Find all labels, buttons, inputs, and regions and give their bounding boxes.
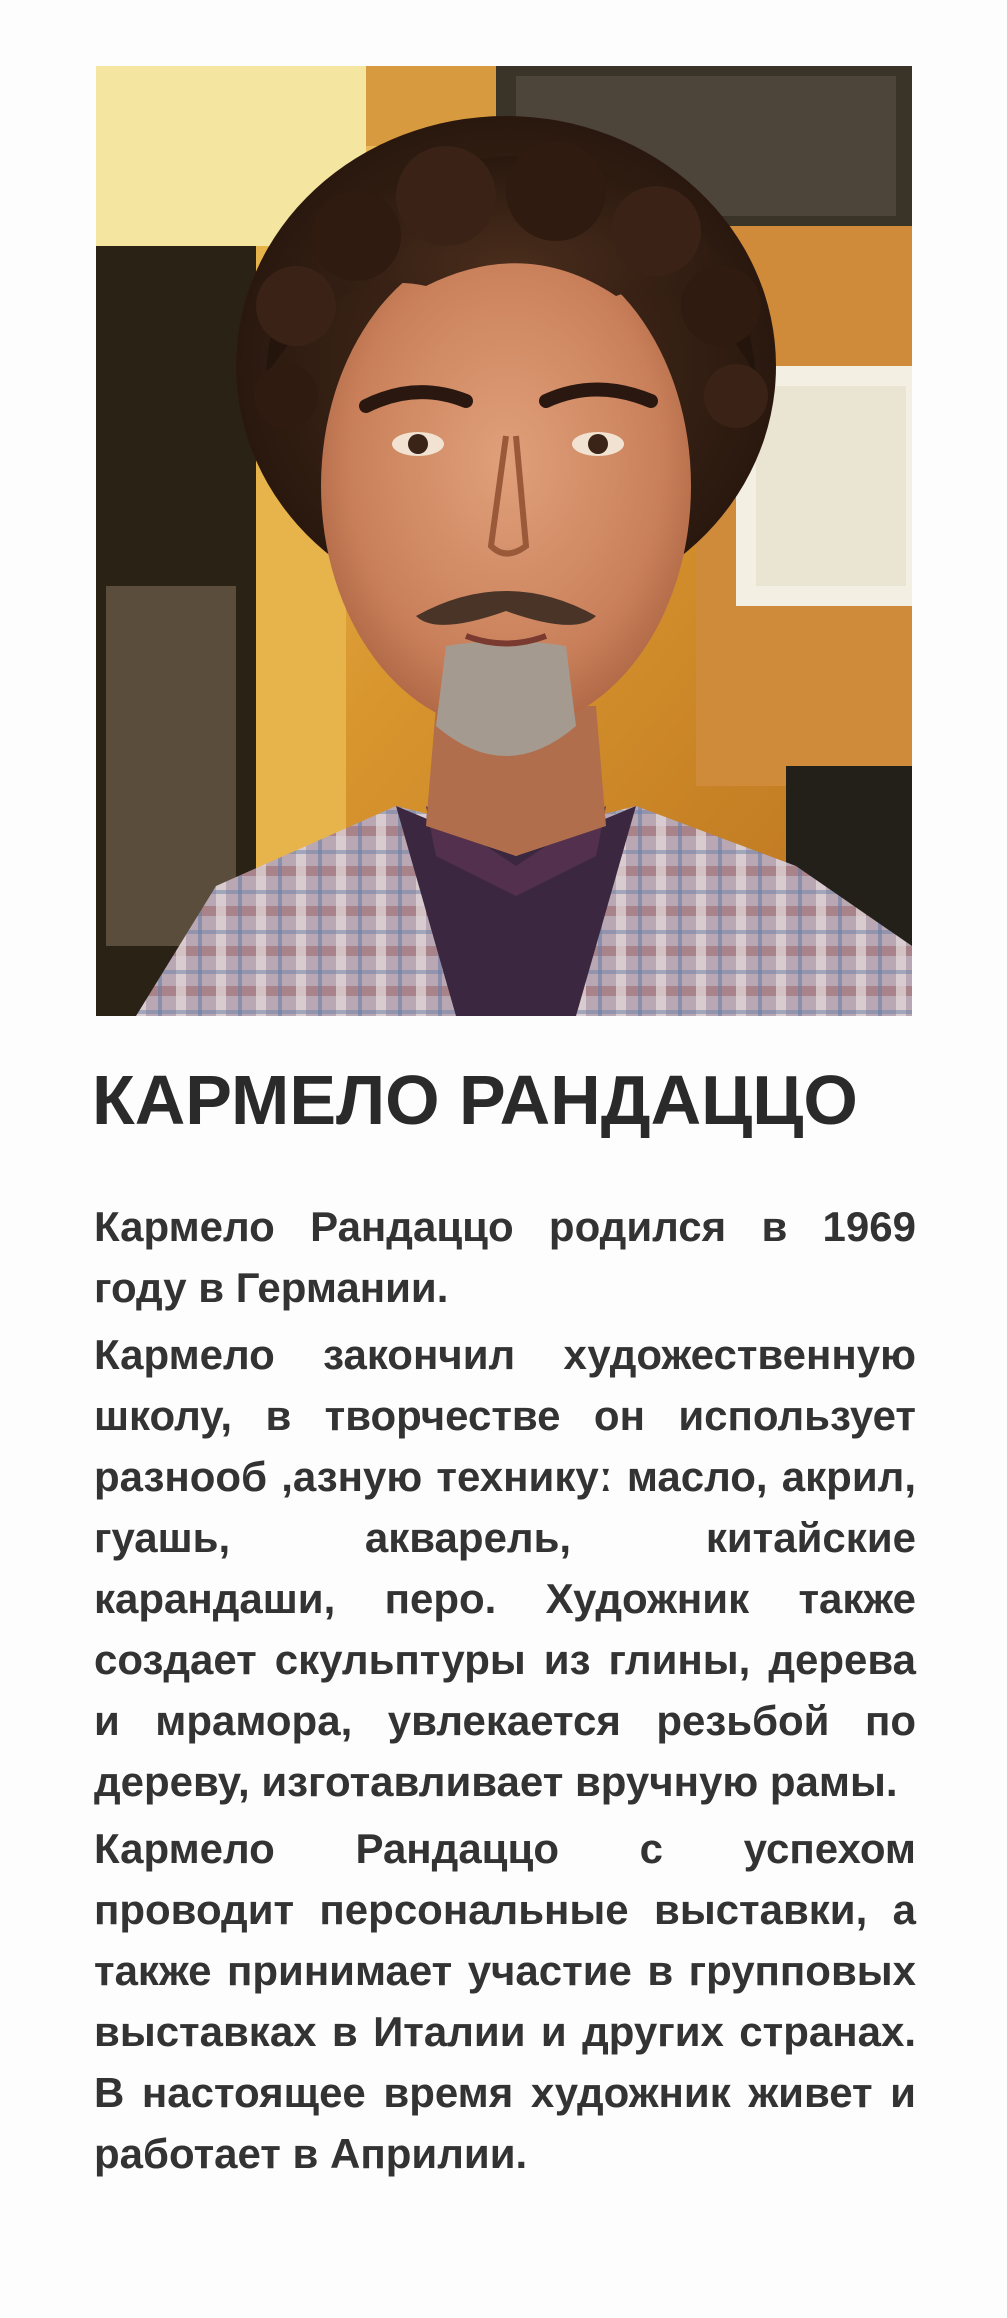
paragraph-exhibitions: Кармело Рандаццо с успехом проводит персональные выставки, а также принимает участие в групповых выставках в Италии и других странах. В настоящее время художник живет и работает в Априлии. [94, 1825, 916, 2177]
artist-portrait-photo [96, 66, 912, 1016]
article-body [94, 1196, 916, 2190]
paragraph-birth: Кармело Рандаццо родился в 1969 году в Германии. [94, 1203, 916, 1311]
article-title: КАРМЕЛО РАНДАЦЦО [92, 1061, 858, 1139]
portrait-illustration [96, 66, 912, 1016]
paragraph-education: Кармело закончил художественную школу, в творчестве он использует разнооб ,азную техникуː масло, акрил, гуашь, акварель, китайские карандаши, перо. Художник также создает скульптуры из глины, дерева и мрамора, увлекается резьбой по дереву, изготавливает вручную рамы. [94, 1331, 916, 1805]
